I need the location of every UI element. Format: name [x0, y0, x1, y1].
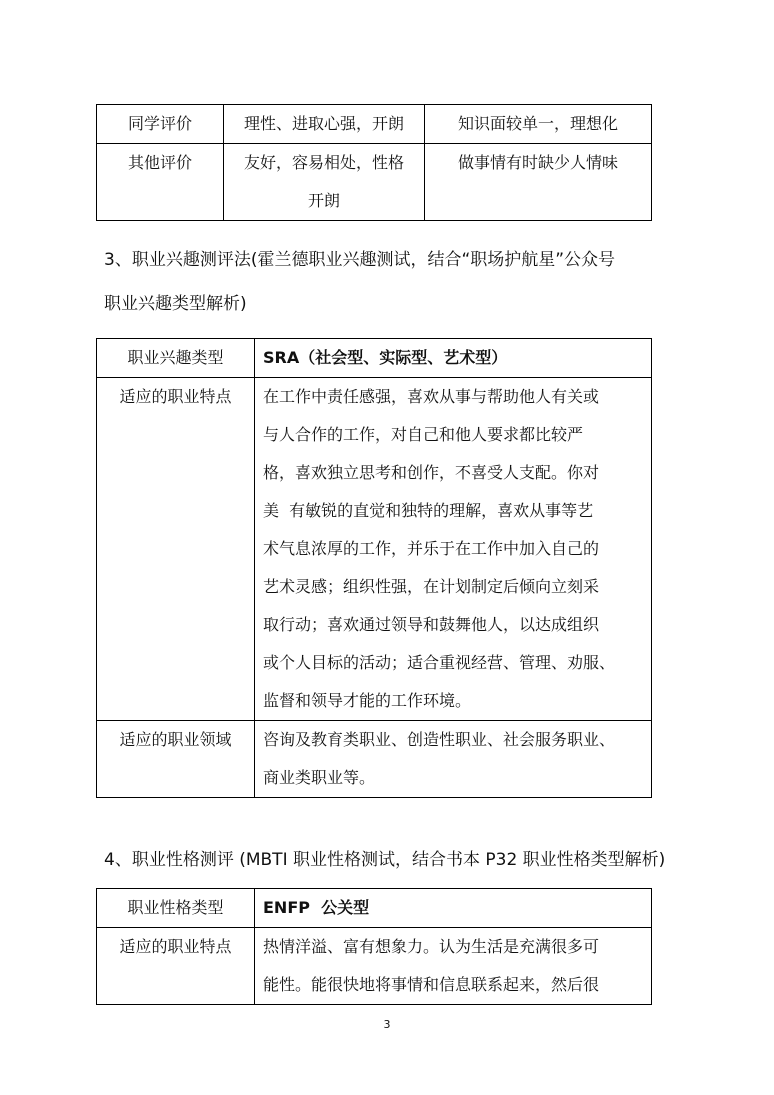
eval-weaknesses: 做事情有时缺少人情味: [425, 144, 652, 221]
text-line: 或个人目标的活动；适合重视经营、管理、劝服、: [263, 653, 616, 672]
section-heading-3: [104, 238, 615, 326]
text-line: 术气息浓厚的工作，并乐于在工作中加入自己的: [263, 539, 600, 558]
text-line: 格，喜欢独立思考和创作，不喜受人支配。你对: [263, 463, 600, 482]
eval-weaknesses: 知识面较单一，理想化: [425, 105, 652, 144]
type-label: 职业性格类型: [97, 889, 255, 928]
text-line: 热情洋溢、富有想象力。认为生活是充满很多可: [263, 937, 600, 956]
text-line: 在工作中责任感强，喜欢从事与帮助他人有关或: [263, 387, 600, 406]
text-line: 取行动；喜欢通过领导和鼓舞他人，以达成组织: [263, 615, 600, 634]
text-line: 艺术灵感；组织性强，在计划制定后倾向立刻采: [263, 577, 600, 596]
traits-text: [255, 378, 652, 721]
field-text: [255, 721, 652, 798]
text-line: 咨询及教育类职业、创造性职业、社会服务职业、: [263, 730, 616, 749]
text-line: 与人合作的工作，对自己和他人要求都比较严: [263, 425, 584, 444]
heading-line: 3、职业兴趣测评法(霍兰德职业兴趣测试，结合“职场护航星”公众号: [104, 250, 616, 270]
section-heading-4: 4、职业性格测评 (MBTI 职业性格测试，结合书本 P32 职业性格类型解析): [104, 850, 666, 870]
eval-label: 其他评价: [97, 144, 224, 221]
table-row: [97, 105, 652, 144]
traits-label: 适应的职业特点: [97, 378, 255, 721]
eval-label: 同学评价: [97, 105, 224, 144]
evaluation-table: [96, 104, 652, 221]
table-row: [97, 378, 652, 721]
type-value: ENFP 公关型: [255, 889, 652, 928]
table-row: [97, 889, 652, 928]
type-label: 职业兴趣类型: [97, 339, 255, 378]
text-line: 监督和领导才能的工作环境。: [263, 691, 472, 710]
text-line: 美 有敏锐的直觉和独特的理解，喜欢从事等艺: [263, 501, 594, 520]
traits-text: [255, 928, 652, 1005]
type-value: SRA（社会型、实际型、艺术型）: [255, 339, 652, 378]
eval-strengths: [224, 144, 425, 221]
heading-line: 职业兴趣类型解析): [104, 294, 247, 314]
traits-label: 适应的职业特点: [97, 928, 255, 1005]
table-row: [97, 144, 652, 221]
text-line: 开朗: [307, 191, 340, 210]
table-row: [97, 721, 652, 798]
page-number: 3: [383, 1018, 391, 1031]
eval-strengths: 理性、进取心强，开朗: [224, 105, 425, 144]
text-line: 能性。能很快地将事情和信息联系起来，然后很: [263, 975, 600, 994]
interest-table: [96, 338, 652, 798]
table-row: [97, 928, 652, 1005]
text-line: 商业类职业等。: [263, 768, 376, 787]
text-line: 友好，容易相处，性格: [243, 153, 404, 172]
personality-table: [96, 888, 652, 1005]
field-label: 适应的职业领域: [97, 721, 255, 798]
table-row: [97, 339, 652, 378]
